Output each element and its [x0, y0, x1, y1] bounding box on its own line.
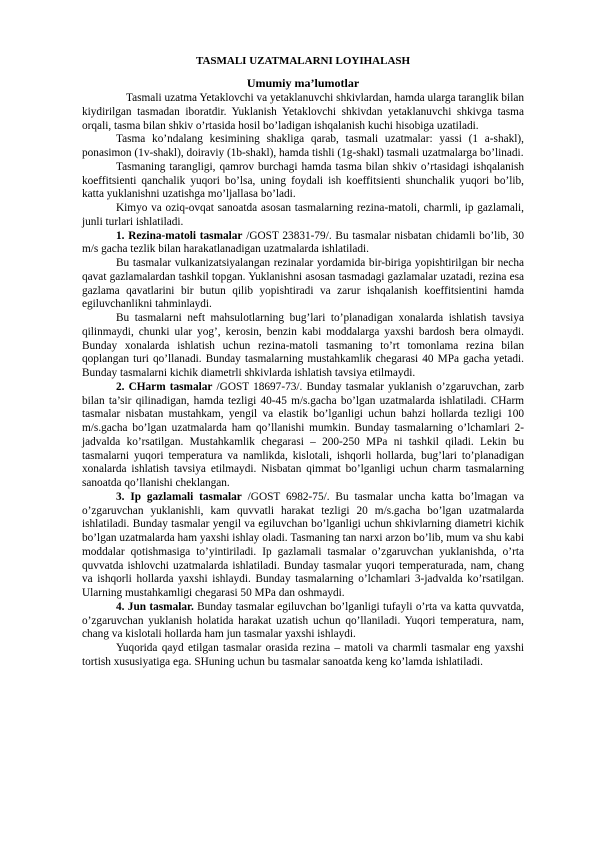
- bold-lead: 1. Rezina-matoli tasmalar: [116, 229, 243, 242]
- bold-lead: 2. CHarm tasmalar: [116, 380, 213, 393]
- bold-lead: 3. Ip gazlamali tasmalar: [116, 490, 242, 503]
- paragraph-rezina-matoli: 1. Rezina-matoli tasmalar /GOST 23831-79/. Bu tasmalar nisbatan chidamli bo’lib, 30 m/s gacha tezlik bilan harakatlanadigan uzatmalarda ishlatiladi.: [82, 229, 524, 256]
- paragraph: Kimyo va oziq-ovqat sanoatda asosan tasmalarning rezina-matoli, charmli, ip gazlamali, junli turlari ishlatiladi.: [82, 202, 524, 228]
- paragraph: Bu tasmalar vulkanizatsiyalangan rezinalar yordamida bir-biriga yopishtirilgan bir necha qavat gazlamalardan tashkil topgan. Yuklanishni asosan tasmadagi gazlamalar uzatadi, rezina esa gazlama qavatlarini bir butun qilib yopishtiradi va zarur ishqalanish koeffitsientini hamda egiluvchanlikni tahminlaydi.: [82, 257, 524, 311]
- paragraph: Tasma ko’ndalang kesimining shakliga qarab, tasmali uzatmalar: yassi (1 a-shakl), ponasimon (1v-shakl), doiraviy (1b-shakl), hamda tishli (1g-shakl) tasmali uzatmalarga bo’linadi.: [82, 133, 524, 159]
- paragraph: Tasmaning tarangligi, qamrov burchagi hamda tasma bilan shkiv o’rtasidagi ishqalanish koeffitsienti qanchalik yuqori bo’lsa, uning foydali ish koeffitsienti shunchalik yuqori bo’lib, katta yuklanishni uzatishga mo’ljallasa bo’ladi.: [82, 160, 524, 201]
- paragraph: Yuqorida qayd etilgan tasmalar orasida rezina – matoli va charmli tasmalar eng yaxshi tortish xususiyatiga ega. SHuning uchun bu tasmalar sanoatda keng ko’lamda ishlatiladi.: [82, 642, 524, 668]
- paragraph-jun: 4. Jun tasmalar. Bunday tasmalar egiluvchan bo’lganligi tufayli o’rta va katta quvvatda, o’zgaruvchan yuklanish holatida harakat uzatish uchun qo’llaniladi. Yuqori temperatura, nam, chang va kislotali hollarda ham jun tasmalar yaxshi ishlaydi.: [82, 600, 525, 641]
- bold-lead: 4. Jun tasmalar.: [116, 600, 194, 613]
- paragraph-charm: 2. CHarm tasmalar /GOST 18697-73/. Bunday tasmalar yuklanish o’zgaruvchan, zarb bilan ta’sir qilinadigan, hamda tezligi 40-45 m/s.gacha bo’lgan uzatmalarda ishlatiladi. CHarm tasmalar nisbatan mustahkam, yengil va elastik bo’lganligi uchun bahzi hollarda tezligi 100 m/s.gacha bo’lgan uzatmalarda ham qo’llanishi mumkin. Bunday tasmalarning o’lchamlari 2-jadvalda ko’rsatilgan. Mustahkamlik chegarasi – 200-250 MPa ni tashkil qiladi. Lekin bu tasmalarni yuqori temperatura va namlikda, kislotali, ishqorli hollarda, bug’lari to’planadigan xonalarda ishlatish tavsiya etilmaydi. Nisbatan qimmat bo’lganligi uchun charm tasmalarning sanoatda qo’llanishi cheklangan.: [82, 380, 524, 489]
- paragraph-ip-gazlamali: 3. Ip gazlamali tasmalar /GOST 6982-75/. Bu tasmalar uncha katta bo’lmagan va o’zgaruvchan yuklanishli, kam quvvatli harakat tezligi 20 m/s.gacha bo’lgan uzatmalarda ishlatiladi. Bunday tasmalar yengil va egiluvchan bo’lganligi uchun shkivlarning diametri kichik bo’lgan uzatmalarda ham yaxshi ishlay oladi. Tasmaning tan narxi arzon bo’lib, mum va shu kabi moddalar qotishmasiga to’yintiriladi. Ip gazlamali tasmalar o’zgaruvchan yuklanishda, o’rta quvvatda ishlovchi uzatmalarda ishlatiladi. Bunday tasmalar yuqori temperaturada, nam, chang va ishqorli hollarda yaxshi ishlaydi. Bunday tasmalarning o’lchamlari 3-jadvalda ko’rsatilgan. Ularning mustahkamligi chegarasi 50 MPa dan oshmaydi.: [82, 490, 524, 599]
- section-subtitle: Umumiy ma’lumotlar: [246, 76, 360, 90]
- page-title: TASMALI UZATMALARNI LOYIHALASH: [195, 55, 411, 67]
- paragraph: Bu tasmalarni neft mahsulotlarning bug’lari to’planadigan xonalarda ishlatish tavsiya qilinmaydi, chunki ular yog’, kerosin, benzin kabi moddalarga yaxshi bardosh bera olmaydi. Bunday xonalarda ishlatish uchun rezina-matoli tasmaning to’rt tomonlama rezina bilan qoplangan turi qo’llanadi. Bunday tasmalarning mustahkamlik chegarasi 40 MPa gacha yetadi. Bunday tasmalarni kichik diametrli shkivlarda ishlatish tavsiya etilmaydi.: [82, 312, 524, 379]
- paragraph: Tasmali uzatma Yetaklovchi va yetaklanuvchi shkivlardan, hamda ularga taranglik bilan kiydirilgan tasmadan iboratdir. Yuklanish Yetaklovchi shkivdan yetaklanuvchi shkivga tasma orqali, tasma bilan shkiv o’rtasida hosil bo’ladigan ishqalanish kuchi hisobiga uzatiladi.: [82, 92, 524, 132]
